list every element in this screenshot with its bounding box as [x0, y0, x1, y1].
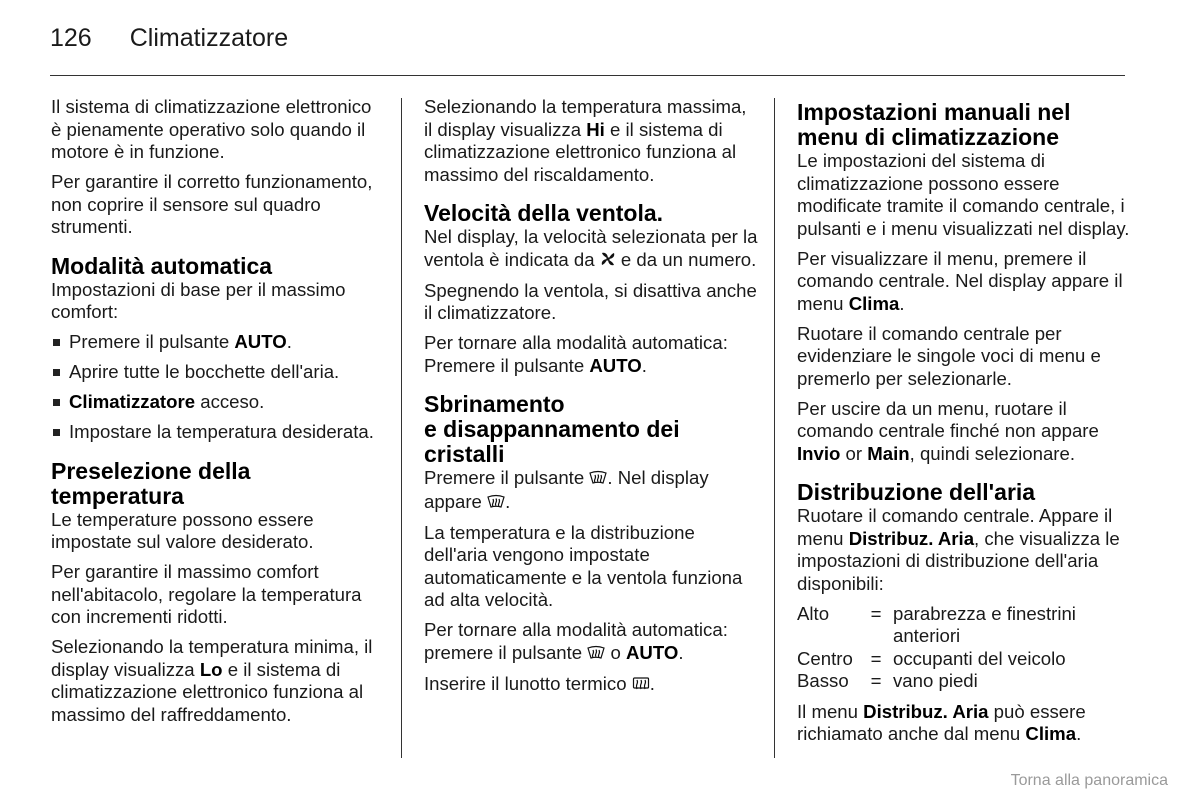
table-cell-term: Centro — [797, 647, 853, 669]
text: Selezionando la temperatura minima, il display visualizza — [51, 636, 373, 680]
list-item: Aprire tutte le bocchette dell'aria. — [51, 361, 386, 384]
text: acceso. — [195, 391, 265, 412]
text: . — [678, 641, 684, 663]
text: Nel display, la velocità selezionata per la ventola è indicata da — [424, 226, 758, 270]
text: Per visualizzare il menu, premere il comando centrale. Nel display appare il menu — [797, 247, 1123, 314]
back-to-overview-link[interactable]: Torna alla panoramica — [1010, 772, 1168, 789]
list-item — [51, 391, 386, 414]
windshield-defrost-icon — [487, 492, 505, 515]
heading-line: Sbrinamento — [424, 391, 565, 417]
column-divider-2 — [774, 98, 775, 758]
column-2 — [424, 96, 759, 704]
text: Inserire il lunotto termico — [424, 672, 632, 694]
paragraph — [797, 505, 1132, 595]
text: . Nel display appare — [424, 467, 709, 512]
text: , quindi selezionare. — [909, 442, 1076, 464]
paragraph — [424, 226, 759, 272]
text: e il sistema di climatizzazione elettronico funziona al massimo del raffreddamento. — [51, 658, 364, 725]
text: , che visualizza le impostazioni di distribuzione dell'aria disponibili: — [797, 527, 1120, 594]
bold-text: Main — [867, 442, 910, 464]
paragraph — [424, 673, 759, 697]
text: Il menu — [797, 700, 864, 722]
text: . — [1076, 723, 1082, 744]
table-row — [797, 603, 1132, 648]
heading-automatic-mode: Modalità automatica — [51, 252, 273, 279]
list-item — [51, 331, 386, 354]
fan-icon — [600, 250, 616, 273]
paragraph — [424, 467, 759, 514]
bold-text: Invio — [797, 442, 841, 464]
column-3 — [797, 96, 1132, 753]
text: o — [605, 641, 626, 663]
air-distribution-table — [797, 603, 1132, 693]
text: Per tornare alla modalità automatica: Premere il pulsante — [424, 332, 728, 376]
paragraph: Per garantire il corretto funzionamento, non coprire il sensore sul quadro strumenti. — [51, 171, 373, 237]
table-cell-description: occupanti del veicolo — [893, 647, 1066, 669]
bold-text: Clima — [848, 292, 900, 314]
heading-air-distribution: Distribuzione dell'aria — [797, 479, 1036, 505]
paragraph: Le temperature possono essere impostate sul valore desiderato. — [51, 508, 314, 552]
paragraph: Per garantire il massimo comfort nell'abitacolo, regolare la temperatura con incrementi ridotti. — [51, 561, 362, 627]
page-header — [50, 24, 288, 53]
text: . — [286, 331, 292, 352]
table-cell-description: parabrezza e finestrini anteriori — [893, 602, 1076, 646]
text: . — [899, 292, 905, 314]
table-cell-term: Alto — [797, 602, 830, 624]
heading-fan-speed: Velocità della ventola. — [424, 200, 664, 226]
text: or — [840, 442, 868, 464]
bold-text: AUTO — [625, 641, 679, 663]
text: può essere richiamato anche dal menu — [797, 700, 1086, 744]
rear-window-heater-icon — [632, 674, 650, 697]
list-item: Impostare la temperatura desiderata. — [51, 421, 386, 444]
bold-text: Clima — [1025, 723, 1077, 744]
paragraph: La temperatura e la distribuzione dell'aria vengono impostate automaticamente e la ventola funziona ad alta velocità. — [424, 521, 743, 610]
text: . — [641, 354, 647, 376]
text: Selezionando la temperatura massima, il display visualizza — [424, 96, 747, 140]
bold-text: Climatizzatore — [69, 391, 196, 412]
text: Ruotare il comando centrale. Appare il menu — [797, 505, 1113, 549]
table-row — [797, 670, 1132, 693]
page-title: Climatizzatore — [129, 24, 289, 52]
heading-temperature-preselection: Preselezione della temperatura — [51, 457, 251, 509]
windshield-defrost-icon — [589, 468, 607, 491]
table-cell-equals: = — [870, 602, 882, 624]
text: Premere il pulsante — [424, 467, 590, 488]
table-cell-description: vano piedi — [893, 670, 978, 691]
table-cell-term: Basso — [797, 670, 849, 691]
text: . — [505, 490, 511, 512]
bold-text: AUTO — [234, 331, 287, 352]
text: Premere il pulsante — [69, 331, 235, 352]
paragraph: Le impostazioni del sistema di climatizzazione possono essere modificate tramite il comando centrale, i pulsanti e i menu visualizzati nel display. — [797, 150, 1130, 239]
heading-line: e disappannamento dei cristalli — [424, 416, 680, 467]
text: e il sistema di climatizzazione elettronico funziona al massimo del riscaldamento. — [424, 118, 737, 185]
paragraph — [797, 248, 1132, 316]
heading-defrost — [424, 392, 759, 467]
text: e da un numero. — [615, 248, 757, 270]
bold-text: Lo — [199, 658, 223, 680]
paragraph — [797, 398, 1132, 466]
bullet-list — [51, 331, 386, 444]
paragraph: Il sistema di climatizzazione elettronico è pienamente operativo solo quando il motore è in funzione. — [51, 96, 372, 162]
table-cell-equals: = — [870, 647, 882, 669]
bold-text: Distribuz. Aria — [863, 700, 989, 722]
windshield-defrost-icon — [587, 643, 605, 666]
bold-text: Distribuz. Aria — [848, 527, 975, 549]
text: . — [649, 672, 655, 694]
table-cell-equals: = — [870, 670, 882, 691]
paragraph: Spegnendo la ventola, si disattiva anche il climatizzatore. — [424, 279, 757, 323]
paragraph: Impostazioni di base per il massimo comfort: — [51, 278, 346, 322]
table-row — [797, 648, 1132, 671]
heading-manual-settings: Impostazioni manuali nel menu di climatizzazione — [797, 99, 1071, 150]
page-number: 126 — [50, 24, 92, 52]
column-divider-1 — [401, 98, 402, 758]
paragraph — [797, 701, 1132, 746]
paragraph — [424, 332, 759, 377]
header-rule — [50, 75, 1125, 76]
paragraph: Ruotare il comando centrale per evidenziare le singole voci di menu e premerlo per selezionarle. — [797, 322, 1101, 389]
bold-text: Hi — [586, 118, 605, 140]
paragraph — [424, 619, 759, 665]
bold-text: AUTO — [589, 354, 642, 376]
column-1 — [51, 96, 386, 734]
paragraph — [51, 636, 386, 726]
text: Per uscire da un menu, ruotare il comando centrale finché non appare — [797, 397, 1099, 441]
paragraph — [424, 96, 759, 186]
text: Per tornare alla modalità automatica: premere il pulsante — [424, 619, 728, 663]
